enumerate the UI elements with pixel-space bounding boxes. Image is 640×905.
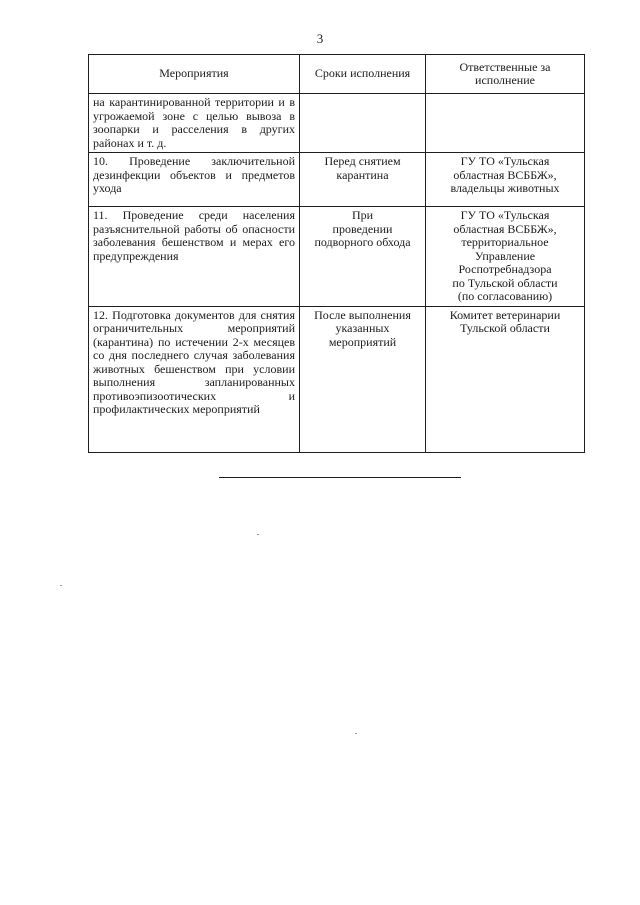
responsible-cell — [426, 94, 585, 153]
activities-table — [88, 54, 585, 453]
deadline-cell — [300, 94, 426, 153]
closing-rule-line — [219, 477, 461, 478]
table-row — [89, 94, 585, 153]
header-deadlines: Сроки исполнения — [300, 55, 426, 94]
responsible-cell: ГУ ТО «Тульская областная ВСББЖ», территориальное Управление Роспотребнадзора по Тульской области (по согласованию) — [426, 207, 585, 307]
page-number: 3 — [316, 31, 324, 46]
table-header-row — [89, 55, 585, 94]
deadline-cell: Перед снятием карантина — [300, 153, 426, 207]
table-row — [89, 153, 585, 207]
table-row — [89, 207, 585, 307]
deadline-cell: После выполнения указанных мероприятий — [300, 306, 426, 452]
deadline-cell: При проведении подворного обхода — [300, 207, 426, 307]
responsible-cell: Комитет ветеринарии Тульской области — [426, 306, 585, 452]
activity-cell: на карантинированной территории и в угрожаемой зоне с целью вывоза в зоопарки и расселения в других районах и т. д. — [89, 94, 300, 153]
header-activities: Мероприятия — [89, 55, 300, 94]
header-responsible: Ответственные за исполнение — [426, 55, 585, 94]
scan-speck — [60, 585, 62, 586]
scan-speck — [355, 733, 357, 734]
table-row — [89, 306, 585, 452]
scan-speck — [257, 534, 259, 535]
activity-cell: 10. Проведение заключительной дезинфекции объектов и предметов ухода — [89, 153, 300, 207]
activity-cell: 11. Проведение среди населения разъяснительной работы об опасности заболевания бешенством и мерах его предупреждения — [89, 207, 300, 307]
activity-cell: 12. Подготовка документов для снятия ограничительных мероприятий (карантина) по истечении 2-х месяцев со дня последнего случая заболевания животных бешенством при условии выполнения запланированных противоэпизоотических и профилактических мероприятий — [89, 306, 300, 452]
responsible-cell: ГУ ТО «Тульская областная ВСББЖ», владельцы животных — [426, 153, 585, 207]
